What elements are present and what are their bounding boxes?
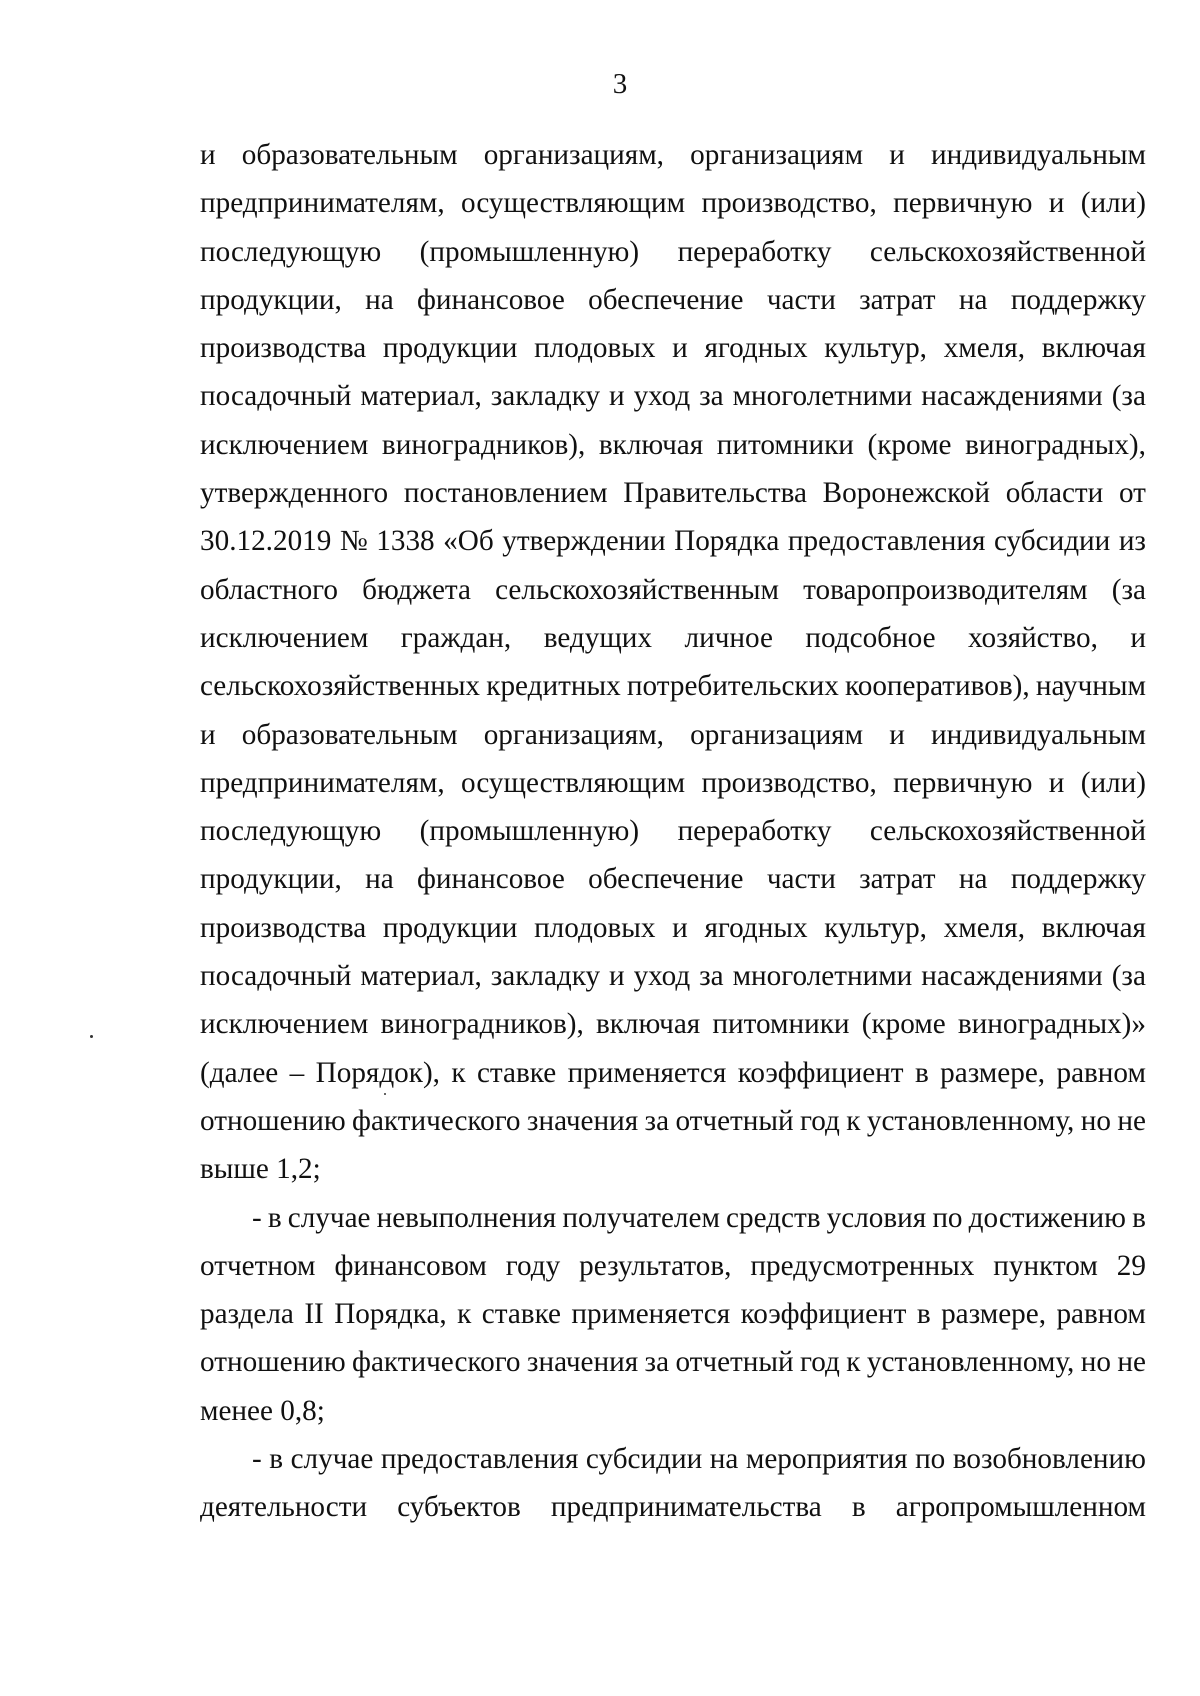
document-body <box>200 131 1146 1532</box>
paragraph-item-renewal <box>200 1435 1146 1532</box>
text-line: деятельности субъектов предпринимательства в агропромышленном <box>200 1491 1146 1524</box>
text-line: отношению фактического значения за отчетный год к установленному, но не <box>200 1104 1146 1137</box>
text-line: менее 0,8; <box>200 1394 325 1427</box>
text-line: исключением виноградников), включая питомники (кроме виноградных), <box>200 428 1146 461</box>
text-line: продукции, на финансовое обеспечение части затрат на поддержку <box>200 283 1146 316</box>
paragraph-item-failure <box>200 1194 1146 1435</box>
paragraph-main <box>200 131 1146 1194</box>
text-line: предпринимателям, осуществляющим производство, первичную и (или) <box>200 766 1146 799</box>
text-line: последующую (промышленную) переработку сельскохозяйственной <box>200 815 1146 848</box>
text-line: отчетном финансовом году результатов, предусмотренных пунктом 29 <box>200 1249 1146 1282</box>
text-line: 30.12.2019 № 1338 «Об утверждении Порядка предоставления субсидии из <box>200 525 1146 558</box>
text-line: отношению фактического значения за отчетный год к установленному, но не <box>200 1346 1146 1379</box>
text-line: продукции, на финансовое обеспечение части затрат на поддержку <box>200 863 1146 896</box>
text-line: утвержденного постановлением Правительства Воронежской области от <box>200 477 1146 510</box>
text-line: посадочный материал, закладку и уход за многолетними насаждениями (за <box>200 960 1146 993</box>
scan-speck <box>384 1093 386 1095</box>
text-line: и образовательным организациям, организациям и индивидуальным <box>200 139 1146 171</box>
text-line: раздела II Порядка, к ставке применяется коэффициент в размере, равном <box>200 1298 1146 1331</box>
text-line: посадочный материал, закладку и уход за многолетними насаждениями (за <box>200 380 1146 413</box>
text-line: исключением граждан, ведущих личное подсобное хозяйство, и <box>200 621 1146 654</box>
text-line: - в случае предоставления субсидии на мероприятия по возобновлению <box>252 1443 1146 1476</box>
text-line: сельскохозяйственных кредитных потребительских кооперативов), научным <box>200 670 1146 703</box>
text-line: исключением виноградников), включая питомники (кроме виноградных)» <box>200 1008 1146 1041</box>
text-line: областного бюджета сельскохозяйственным товаропроизводителям (за <box>200 573 1146 606</box>
text-line: производства продукции плодовых и ягодных культур, хмеля, включая <box>200 332 1146 365</box>
scan-speck <box>90 1035 93 1038</box>
text-line: последующую (промышленную) переработку сельскохозяйственной <box>200 235 1146 268</box>
text-line: - в случае невыполнения получателем средств условия по достижению в <box>252 1201 1146 1234</box>
text-line: предпринимателям, осуществляющим производство, первичную и (или) <box>200 187 1146 220</box>
text-line: и образовательным организациям, организациям и индивидуальным <box>200 718 1146 751</box>
text-line: производства продукции плодовых и ягодных культур, хмеля, включая <box>200 911 1146 944</box>
page-number: 3 <box>612 68 628 100</box>
text-line: (далее – Порядок), к ставке применяется коэффициент в размере, равном <box>200 1056 1146 1089</box>
text-line: выше 1,2; <box>200 1153 321 1186</box>
